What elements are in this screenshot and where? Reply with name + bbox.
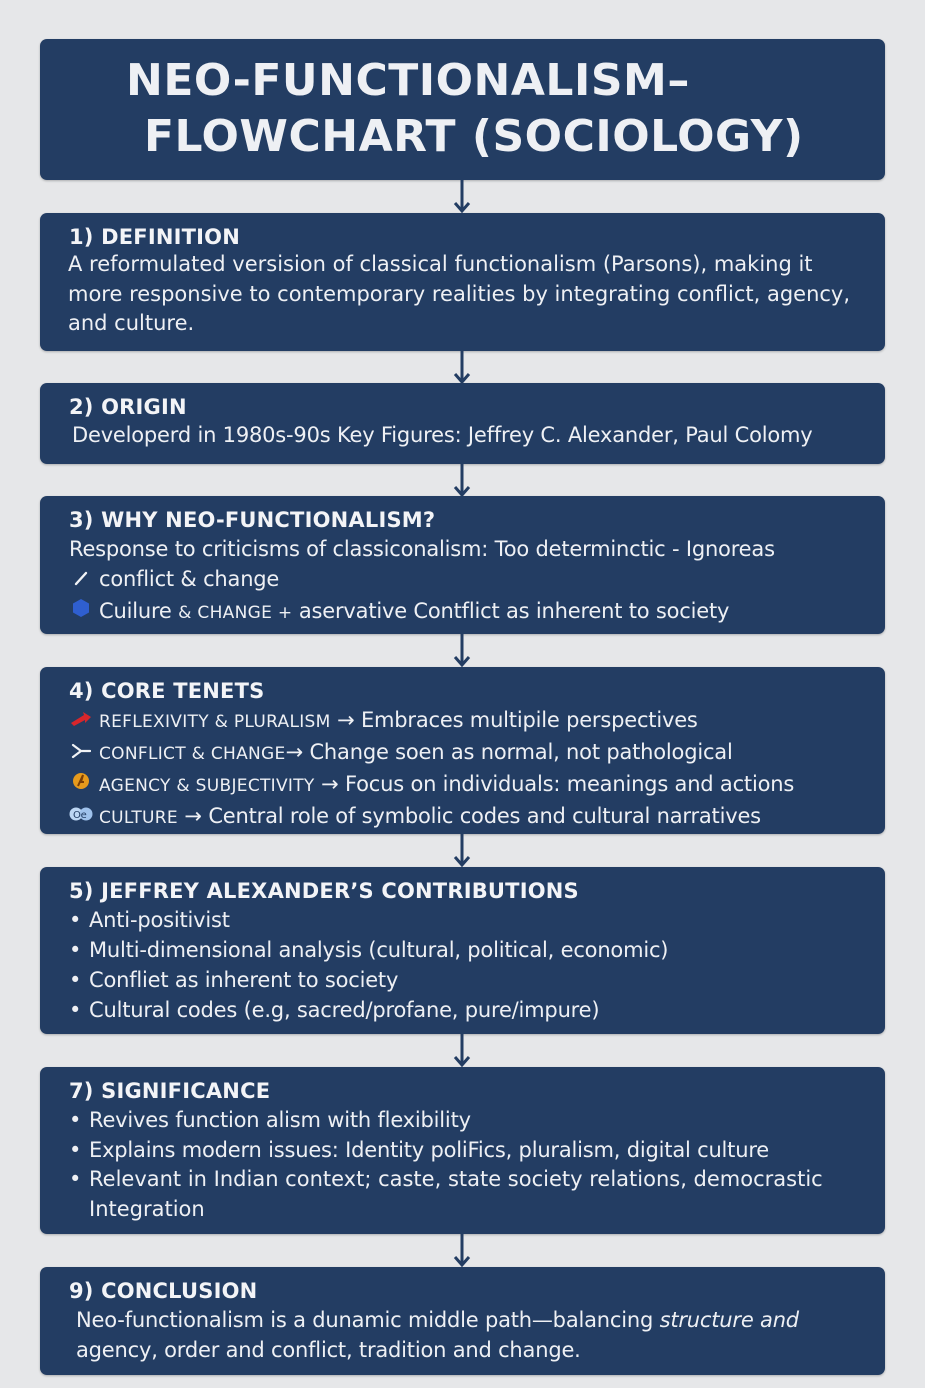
alexander-box xyxy=(40,867,885,1034)
tenet-label-2: CONFLICT & CHANGE xyxy=(99,744,286,764)
significance-item: • Relevant in Indian context; caste, state society relations, democrastic Integration xyxy=(69,1165,871,1224)
tenet-row-3 xyxy=(69,769,871,801)
why-line-3-b: & CHANGE + xyxy=(178,603,293,623)
origin-box xyxy=(40,383,885,464)
alexander-item: • Cultural codes (e.g, sacred/profane, pure/impure) xyxy=(69,995,871,1025)
tenet-arrow-4: → xyxy=(184,804,202,828)
tenet-row-1 xyxy=(69,705,871,737)
tenet-label-1: REFLEXIVITY & PLURALISM xyxy=(99,712,331,732)
alexander-item: • Confliet as inherent to society xyxy=(69,965,871,995)
why-line-2: conflict & change xyxy=(99,567,280,591)
tenet-arrow-1: → xyxy=(337,708,355,732)
definition-heading: 1) DEFINITION xyxy=(69,225,241,249)
conclusion-box xyxy=(40,1267,885,1375)
flow-arrow-7 xyxy=(452,1234,472,1268)
why-box xyxy=(40,496,885,634)
tenet-row-2 xyxy=(69,737,871,769)
significance-heading: 7) SIGNIFICANCE xyxy=(69,1079,271,1103)
conclusion-text-a: Neo-functionalism is a dunamic middle path—balancing xyxy=(76,1308,660,1332)
why-line-1: Response to criticisms of classiconalism: Too determinctic - Ignoreas xyxy=(69,537,775,561)
flow-arrow-2 xyxy=(452,351,472,385)
conclusion-line-2: agency, order and conflict, tradition and change. xyxy=(76,1338,581,1362)
origin-heading: 2) ORIGIN xyxy=(69,395,187,419)
alexander-item: • Anti-positivist xyxy=(69,905,871,935)
significance-item-text: Explains modern issues: Identity poliFics, pluralism, digital culture xyxy=(89,1138,770,1162)
tenet-row-4 xyxy=(69,801,871,833)
tenets-box xyxy=(40,667,885,834)
tenet-desc-3: Focus on individuals: meanings and actions xyxy=(345,772,795,796)
significance-item: • Revives function alism with flexibility xyxy=(69,1105,871,1135)
conclusion-heading: 9) CONCLUSION xyxy=(69,1279,258,1303)
tenet-arrow-2: → xyxy=(285,740,303,764)
tenets-heading: 4) CORE TENETS xyxy=(69,679,265,703)
red-arrow-icon xyxy=(69,707,93,737)
definition-box xyxy=(40,213,885,351)
branch-icon xyxy=(69,739,93,769)
title-line-1: NEO-FUNCTIONALISM– xyxy=(126,55,690,106)
significance-item: • Explains modern issues: Identity poliFics, pluralism, digital culture xyxy=(69,1135,871,1165)
tenet-desc-4: Central role of symbolic codes and cultural narratives xyxy=(208,804,761,828)
tenet-desc-1: Embraces multipile perspectives xyxy=(360,708,698,732)
svg-text:Oe: Oe xyxy=(73,810,87,821)
tenet-arrow-3: → xyxy=(321,772,339,796)
flow-arrow-5 xyxy=(452,834,472,868)
figure-icon xyxy=(69,771,93,801)
origin-text: Developerd in 1980s-90s Key Figures: Jeffrey C. Alexander, Paul Colomy xyxy=(72,423,813,447)
flow-arrow-3 xyxy=(452,464,472,498)
why-line-3-c: aservative Contflict as inherent to society xyxy=(298,599,730,623)
why-heading: 3) WHY NEO-FUNCTIONALISM? xyxy=(69,508,436,532)
pencil-icon xyxy=(69,566,93,596)
title-box xyxy=(40,39,885,180)
tenet-label-3: AGENCY & SUBJECTIVITY xyxy=(99,776,315,796)
alexander-item-text: Confliet as inherent to society xyxy=(89,968,399,992)
blue-hexagon-icon xyxy=(69,598,93,628)
alexander-item-text: Multi-dimensional analysis (cultural, political, economic) xyxy=(89,938,669,962)
culture-icon xyxy=(69,803,93,833)
title-line-2: FLOWCHART (SOCIOLOGY) xyxy=(144,111,804,162)
why-line-3-row xyxy=(69,596,871,628)
definition-text: A reformulated versision of classical functionalism (Parsons), making it more responsive to contemporary realities by integrating conflict, agency, and culture. xyxy=(68,252,851,335)
alexander-heading: 5) JEFFREY ALEXANDER’S CONTRIBUTIONS xyxy=(69,879,579,903)
why-line-3-a: Cuilure xyxy=(99,599,172,623)
significance-box xyxy=(40,1067,885,1234)
alexander-item-text: Anti-positivist xyxy=(89,908,230,932)
flow-arrow-6 xyxy=(452,1034,472,1068)
conclusion-text-em: structure and xyxy=(659,1308,799,1332)
tenet-label-4: CULTURE xyxy=(99,808,178,828)
conclusion-line-1 xyxy=(76,1305,871,1335)
flow-arrow-1 xyxy=(452,180,472,214)
alexander-item: • Multi-dimensional analysis (cultural, political, economic) xyxy=(69,935,871,965)
why-line-2-row xyxy=(69,564,871,596)
flow-arrow-4 xyxy=(452,634,472,668)
significance-item-text: Relevant in Indian context; caste, state society relations, democrastic Integration xyxy=(89,1167,823,1221)
significance-item-text: Revives function alism with flexibility xyxy=(89,1108,471,1132)
alexander-item-text: Cultural codes (e.g, sacred/profane, pure/impure) xyxy=(89,998,600,1022)
tenet-desc-2: Change soen as normal, not pathological xyxy=(309,740,733,764)
